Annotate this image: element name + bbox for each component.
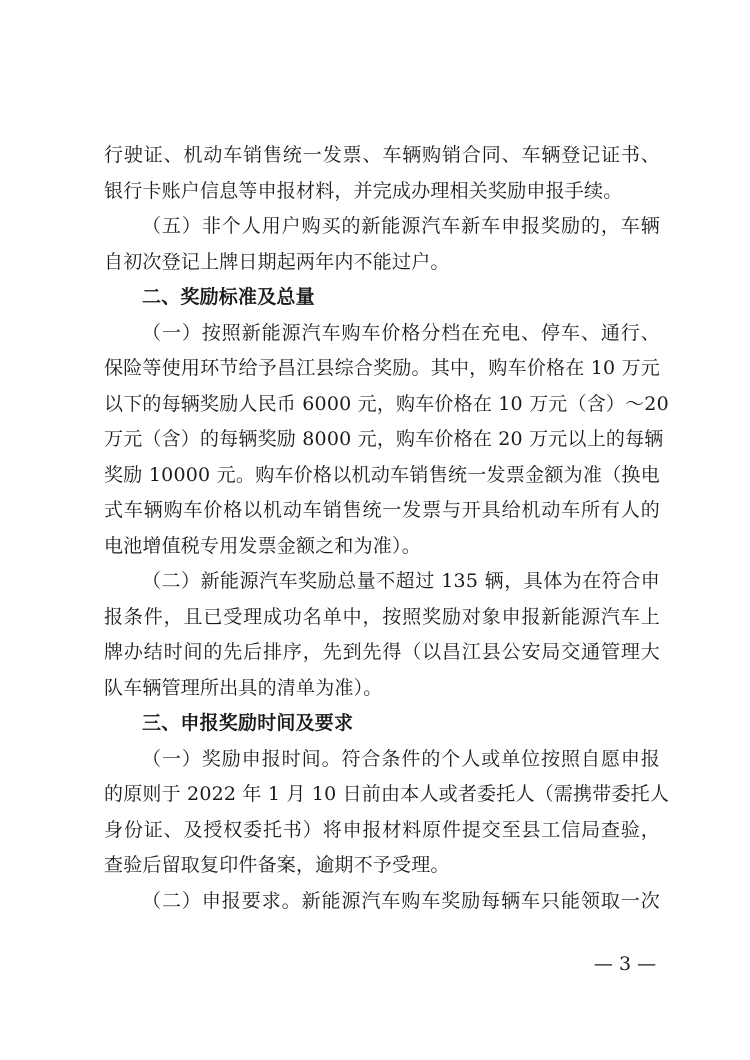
paragraph-line: 报条件，且已受理成功名单中，按照奖励对象申报新能源汽车上 [104,605,660,628]
paragraph-line: 的原则于 2022 年 1 月 10 日前由本人或者委托人（需携带委托人 [104,783,670,805]
paragraph-line: （五）非个人用户购买的新能源汽车新车申报奖励的，车辆 [142,215,660,237]
paragraph-line: 保险等使用环节给予昌江县综合奖励。其中，购车价格在 10 万元 [104,357,660,379]
paragraph-line: 万元（含）的每辆奖励 8000 元，购车价格在 20 万元以上的每辆 [104,428,664,450]
paragraph-line: 式车辆购车价格以机动车销售统一发票与开具给机动车所有人的 [104,499,660,521]
paragraph-line: 队车辆管理所出具的清单为准）。 [104,676,383,699]
paragraph-line: （一）按照新能源汽车购车价格分档在充电、停车、通行、 [142,321,660,344]
paragraph-line: 查验后留取复印件备案，逾期不予受理。 [104,854,450,876]
section-heading: 三、申报奖励时间及要求 [142,712,354,734]
paragraph-line: 自初次登记上牌日期起两年内不能过户。 [104,250,450,273]
paragraph-line: 牌办结时间的先后排序，先到先得（以昌江县公安局交通管理大 [104,641,660,663]
paragraph-line: 银行卡账户信息等申报材料，并完成办理相关奖励申报手续。 [104,179,623,202]
paragraph-line: 行驶证、机动车销售统一发票、车辆购销合同、车辆登记证书、 [104,144,660,166]
paragraph-line: 奖励 10000 元。购车价格以机动车销售统一发票金额为准（换电 [104,463,660,486]
paragraph-line: （一）奖励申报时间。符合条件的个人或单位按照自愿申报 [142,747,660,770]
body-text [104,138,670,919]
paragraph-line: （二）申报要求。新能源汽车购车奖励每辆车只能领取一次 [142,889,660,912]
paragraph-line: （二）新能源汽车奖励总量不超过 135 辆，具体为在符合申 [142,570,660,592]
paragraph-line: 身份证、及授权委托书）将申报材料原件提交至县工信局查验， [104,818,660,841]
section-heading: 二、奖励标准及总量 [142,286,315,308]
page-number: — 3 — [593,953,657,975]
paragraph-line: 以下的每辆奖励人民币 6000 元，购车价格在 10 万元（含）～20 [104,392,669,415]
paragraph-line: 电池增值税专用发票金额之和为准）。 [104,534,421,557]
